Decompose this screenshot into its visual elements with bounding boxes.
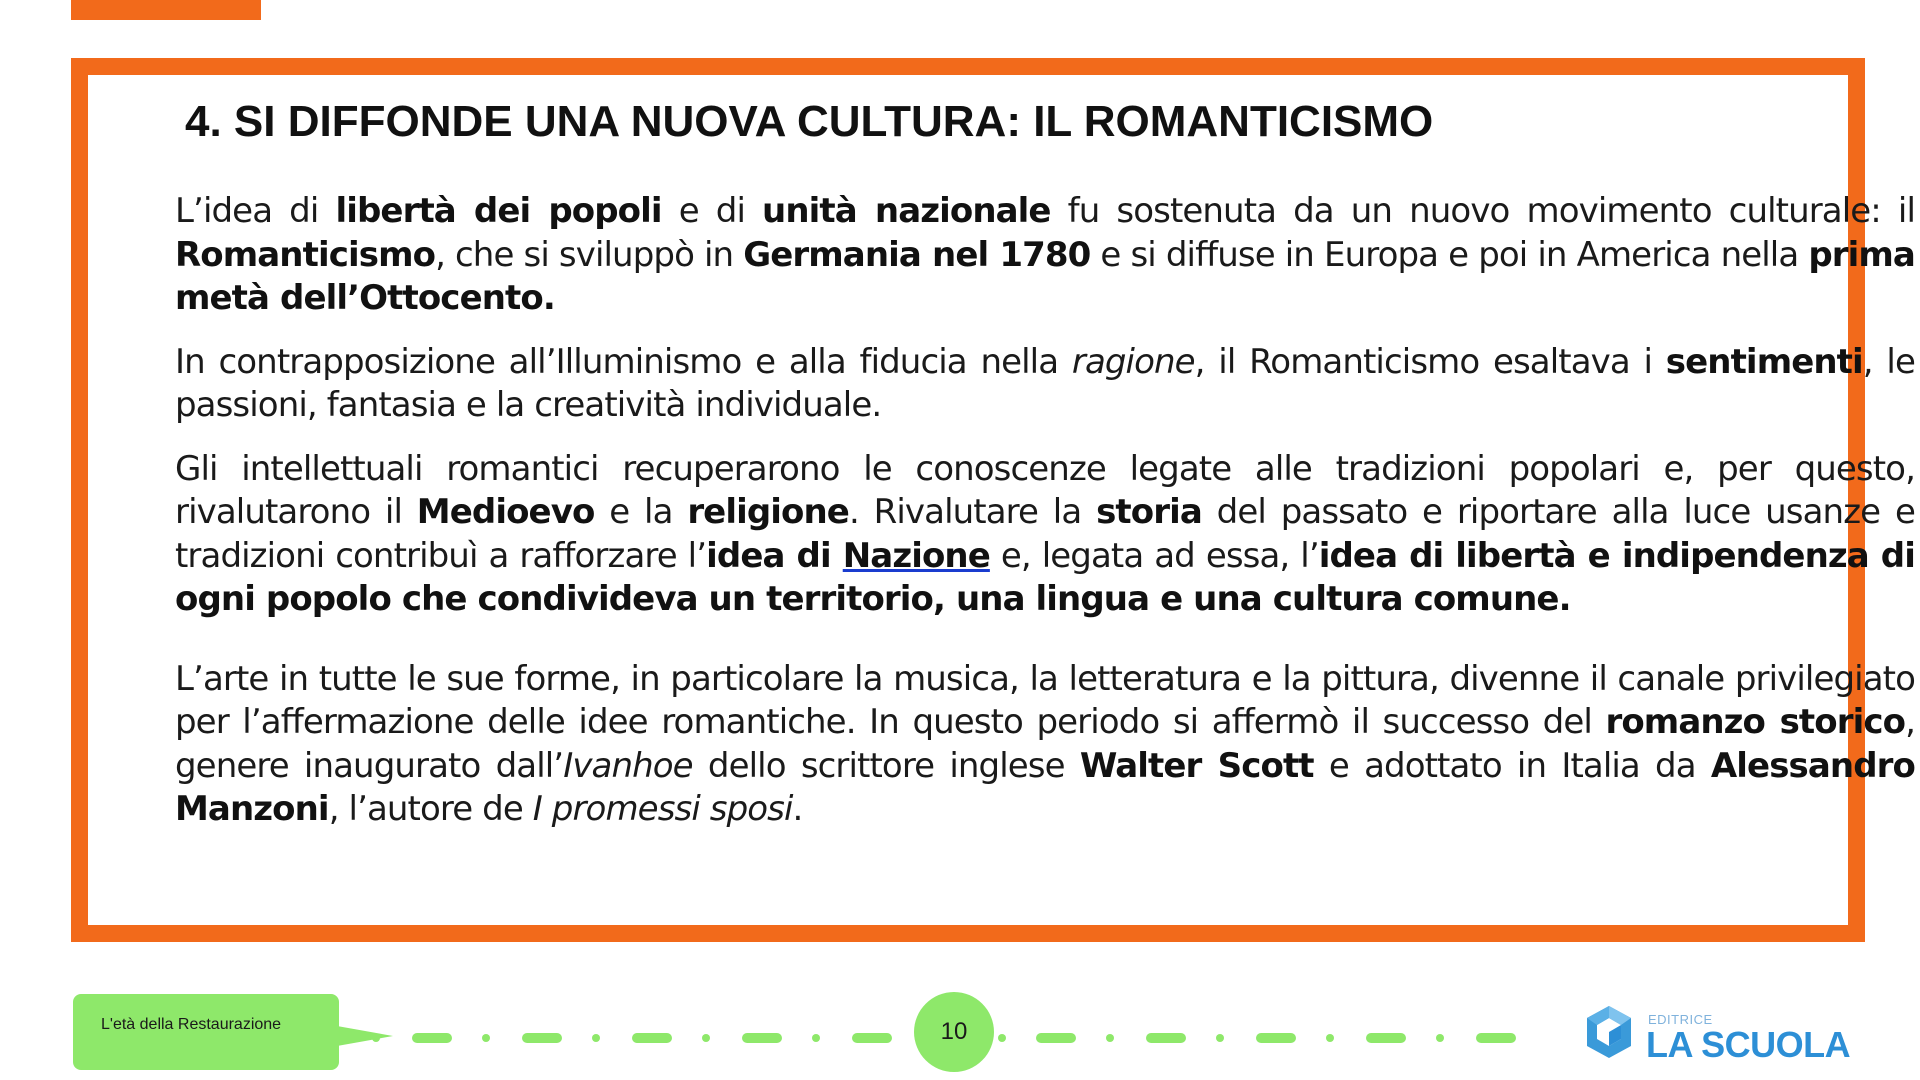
- footer-dash-line-right: [998, 1032, 1558, 1044]
- section-label: L'età della Restaurazione: [101, 1016, 282, 1033]
- bold-text: Medioevo: [416, 492, 595, 532]
- top-accent-bar: [71, 0, 261, 20]
- text-run: , genere inaugurato dall’: [175, 702, 1915, 786]
- text-run: , il Romanticismo esaltava i: [1194, 341, 1666, 382]
- text-run: , l’autore de: [328, 789, 533, 829]
- italic-text: ragione: [1071, 341, 1195, 382]
- text-run: , che si sviluppò in: [435, 234, 744, 275]
- bold-text: romanzo storico: [1605, 702, 1906, 742]
- paragraph-1: [175, 190, 1915, 321]
- text-run: Gli intellettuali romantici recuperarono le conoscenze legate alle tradizioni popolari e, per questo, rivalutarono il: [175, 448, 1915, 532]
- bold-text: Walter Scott: [1079, 745, 1314, 786]
- logo-name: LA SCUOLA: [1646, 1024, 1851, 1065]
- text-run: L’arte in tutte le sue forme, in particolare la musica, la letteratura e la pittura, divenne il canale privilegiato per l’affermazione delle idee romantiche. In questo periodo si affermò il successo del: [175, 658, 1915, 742]
- bold-text: Germania nel 1780: [743, 234, 1091, 275]
- text-run: e si diffuse in Europa e poi in America nella: [1090, 234, 1809, 275]
- footer-dash-line-left: [372, 1032, 912, 1044]
- content-frame: [71, 58, 1915, 942]
- text-run: In contrapposizione all’Illuminismo e alla fiducia nella: [175, 341, 1072, 382]
- bold-text: libertà dei popoli: [335, 191, 662, 231]
- text-run: .: [792, 789, 803, 829]
- bold-text: Romanticismo: [175, 234, 436, 275]
- text-run: e, legata ad essa, l’: [989, 535, 1319, 576]
- text-run: dello scrittore inglese: [692, 745, 1080, 786]
- bold-text: idea di: [706, 535, 843, 576]
- bold-text: religione: [687, 492, 849, 532]
- publisher-logo: [1584, 1004, 1851, 1068]
- logo-subtitle: EDITRICE: [1648, 1012, 1713, 1027]
- paragraph-3: [175, 448, 1915, 622]
- paragraph-4: [175, 658, 1915, 832]
- nazione-link[interactable]: [843, 536, 990, 576]
- hexagon-cube-logo-icon: [1584, 1004, 1634, 1060]
- section-tag: [73, 994, 339, 1070]
- link-label: Nazione: [842, 535, 990, 576]
- text-run: del passato e riportare alla luce usanze e tradizioni contribuì a rafforzare l’: [175, 492, 1915, 576]
- bold-text: unità nazionale: [762, 191, 1051, 231]
- italic-text: I promessi sposi: [532, 789, 793, 829]
- body-text: [175, 190, 1915, 852]
- bold-text: Alessandro Manzoni: [175, 745, 1915, 829]
- bold-text: sentimenti: [1665, 341, 1863, 382]
- page-number: 10: [914, 992, 994, 1072]
- bold-text: storia: [1096, 492, 1202, 532]
- text-run: fu sostenuta da un nuovo movimento culturale: il: [1050, 191, 1915, 231]
- bold-text: idea di libertà e indipendenza di ogni popolo che condivideva un territorio, una lingua e una cultura comune.: [175, 535, 1915, 619]
- paragraph-2: [175, 341, 1915, 428]
- text-run: . Rivalutare la: [848, 492, 1097, 532]
- text-run: e di: [661, 191, 763, 231]
- italic-text: Ivanhoe: [563, 745, 693, 786]
- text-run: , le passioni, fantasia e la creatività individuale.: [175, 341, 1915, 425]
- bold-text: prima metà dell’Ottocento.: [175, 234, 1915, 318]
- slide-title: 4. SI DIFFONDE UNA NUOVA CULTURA: IL ROMANTICISMO: [185, 97, 1434, 146]
- text-run: e la: [594, 492, 688, 532]
- text-run: L’idea di: [175, 191, 336, 231]
- text-run: e adottato in Italia da: [1313, 745, 1711, 786]
